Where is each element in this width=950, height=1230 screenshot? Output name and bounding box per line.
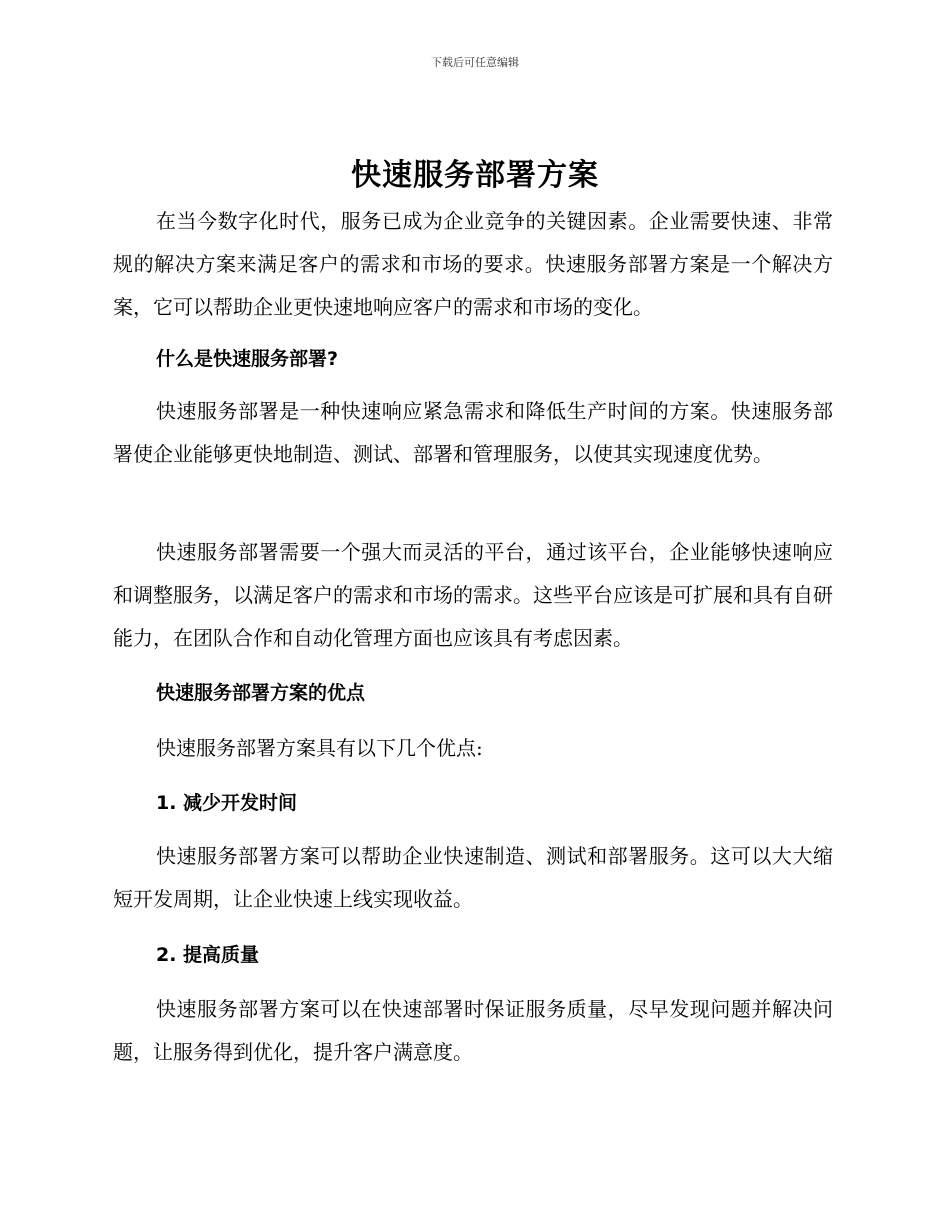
section-heading-advantages: 快速服务部署方案的优点 [156, 682, 366, 704]
section1-paragraph-2: 快速服务部署需要一个强大而灵活的平台，通过该平台，企业能够快速响应和调整服务，以满足客户的需求和市场的需求。这些平台应该是可扩展和具有自研能力，在团队合作和自动化管理方面也应该具有考虑因素。 [113, 540, 833, 650]
advantage-heading-2: 2. 提高质量 [156, 944, 260, 966]
section-heading-what-is: 什么是快速服务部署? [156, 348, 339, 370]
advantage-paragraph-2: 快速服务部署方案可以在快速部署时保证服务质量，尽早发现问题并解决问题，让服务得到优化，提升客户满意度。 [113, 997, 833, 1064]
section1-paragraph-1: 快速服务部署是一种快速响应紧急需求和降低生产时间的方案。快速服务部署使企业能够更快地制造、测试、部署和管理服务，以使其实现速度优势。 [113, 399, 833, 466]
page-header-note: 下载后可任意编辑 [431, 56, 519, 69]
advantages-lead-text: 快速服务部署方案具有以下几个优点: [156, 736, 483, 760]
intro-paragraph: 在当今数字化时代，服务已成为企业竞争的关键因素。企业需要快速、非常规的解决方案来满足客户的需求和市场的要求。快速服务部署方案是一个解决方案，它可以帮助企业更快速地响应客户的需求和市场的变化。 [113, 209, 833, 319]
document-title: 快速服务部署方案 [351, 158, 599, 193]
advantage-heading-1: 1. 减少开发时间 [156, 792, 298, 814]
advantage-paragraph-1: 快速服务部署方案可以帮助企业快速制造、测试和部署服务。这可以大大缩短开发周期，让企业快速上线实现收益。 [113, 844, 833, 911]
